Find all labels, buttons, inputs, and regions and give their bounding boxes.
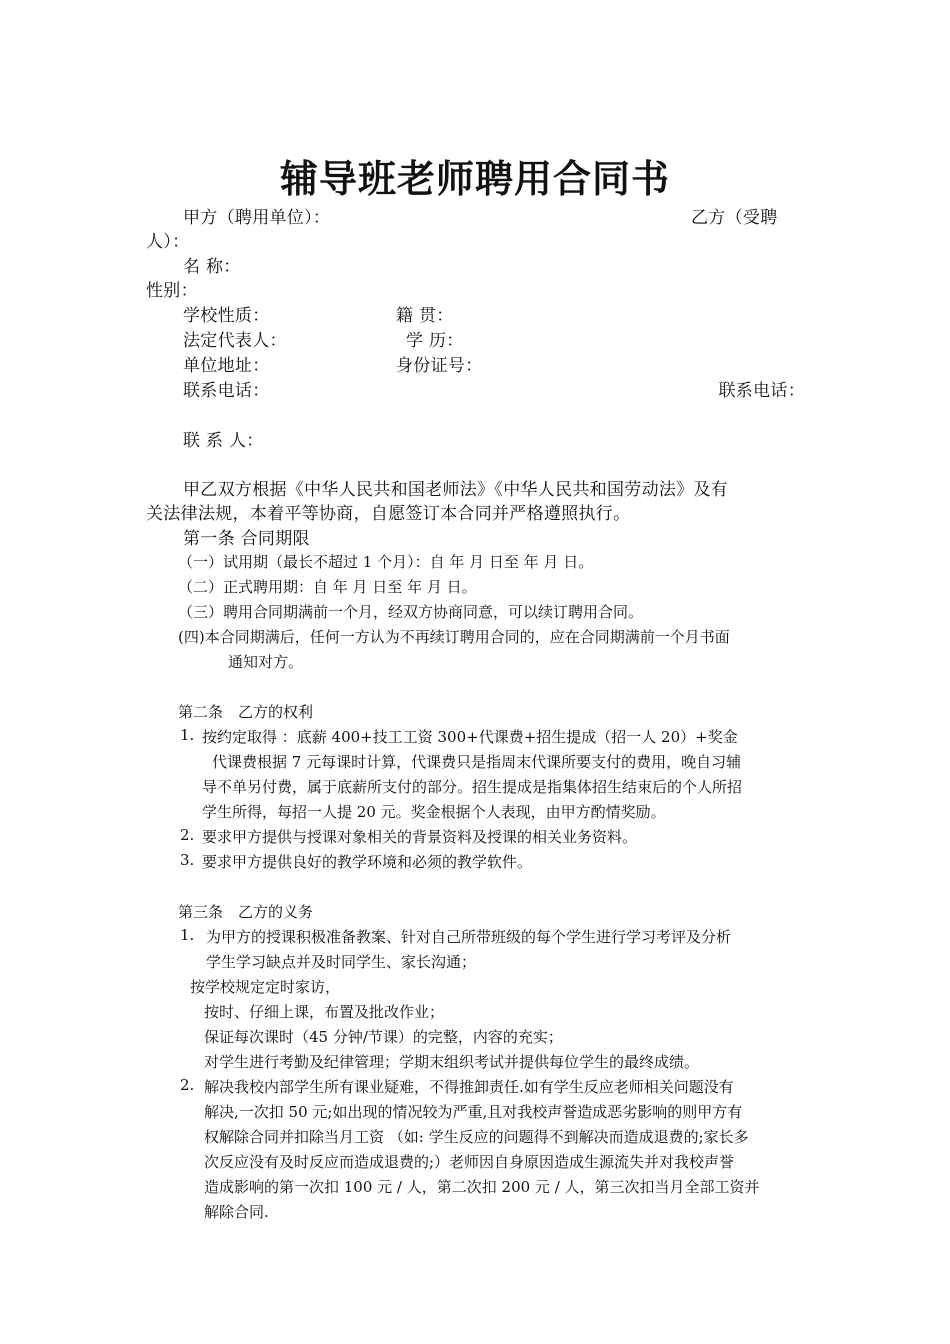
article-2-item-2: 要求甲方提供与授课对象相关的背景资料及授课的相关业务资料。	[202, 828, 638, 846]
id-number-label: 身份证号：	[396, 356, 483, 376]
article-3-item-1-number: 1.	[180, 926, 195, 944]
article-3-item-2-line-4: 次反应没有及时反应而造成退费的;）老师因自身原因造成生源流失并对我校声誉	[204, 1153, 735, 1171]
article-3-item-2-line-6: 解除合同.	[204, 1203, 269, 1221]
phone-a-label: 联系电话：	[183, 381, 270, 401]
address-label: 单位地址：	[183, 356, 270, 376]
article-2-item-3-number: 3.	[180, 851, 195, 869]
article-1-item-4-cont: 通知对方。	[228, 653, 304, 671]
article-1-item-1: （一）试用期（最长不超过 1 个月）：自 年 月 日至 年 月 日。	[178, 553, 594, 571]
contact-label: 联 系 人：	[183, 431, 264, 451]
article-3-item-1-line-2: 学生学习缺点并及时同学生、家长沟通；	[206, 953, 477, 971]
legal-rep-label: 法定代表人：	[183, 331, 287, 351]
article-3-sub-3: 保证每次课时（45 分钟/节课）的完整，内容的充实；	[204, 1028, 563, 1046]
party-b-label-cont: 人）：	[146, 232, 190, 252]
article-1-heading: 第一条 合同期限	[183, 529, 310, 549]
article-1-item-2: （二）正式聘用期：自 年 月 日至 年 月 日。	[178, 578, 477, 596]
article-3-item-2-line-3: 权解除合同并扣除当月工资 （如: 学生反应的问题得不到解决而造成退费的;家长多	[204, 1128, 749, 1146]
article-2-item-3: 要求甲方提供良好的教学环境和必须的教学软件。	[202, 853, 533, 871]
article-1-item-3: （三）聘用合同期满前一个月，经双方协商同意，可以续订聘用合同。	[178, 603, 644, 621]
article-3-heading: 第三条 乙方的义务	[178, 903, 314, 921]
article-1-item-4: (四)本合同期满后，任何一方认为不再续订聘用合同的，应在合同期满前一个月书面	[178, 628, 730, 646]
school-type-label: 学校性质：	[183, 306, 270, 326]
party-a-label: 甲方（聘用单位）：	[183, 208, 331, 228]
article-3-item-2: 解决我校内部学生所有课业疑难，不得推卸责任.如有学生反应老师相关问题没有	[204, 1078, 734, 1096]
native-place-label: 籍 贯：	[396, 306, 454, 326]
party-b-label: 乙方（受聘	[691, 208, 778, 228]
article-2-item-1-line-4: 学生所得，每招一人提 20 元。奖金根据个人表现，由甲方酌情奖励。	[202, 803, 666, 821]
name-label: 名 称：	[183, 257, 241, 277]
article-3-item-2-line-5: 造成影响的第一次扣 100 元 / 人，第二次扣 200 元 / 人，第三次扣当月全部工资并	[204, 1178, 760, 1196]
phone-b-label: 联系电话：	[718, 381, 805, 401]
article-3-sub-1: 按学校规定定时家访，	[190, 978, 341, 996]
article-3-sub-4: 对学生进行考勤及纪律管理；学期末组织考试并提供每位学生的最终成绩。	[204, 1053, 700, 1071]
article-2-item-1: 按约定取得 ：底薪 400+技工工资 300+代课费+招生提成（招一人 20）+奖金	[202, 728, 738, 746]
article-2-item-2-number: 2.	[180, 826, 195, 844]
article-3-item-2-number: 2.	[180, 1076, 195, 1094]
article-3-item-1: 为甲方的授课积极准备教案、针对自己所带班级的每个学生进行学习考评及分析	[206, 928, 732, 946]
education-label: 学 历：	[406, 331, 464, 351]
intro-line-2: 关法律法规，本着平等协商，自愿签订本合同并严格遵照执行。	[146, 504, 631, 524]
article-2-item-1-line-2: 代课费根据 7 元每课时计算，代课费只是指周末代课所要支付的费用，晚自习辅	[212, 753, 742, 771]
document-title: 辅导班老师聘用合同书	[279, 157, 670, 201]
article-3-item-2-line-2: 解决,一次扣 50 元;如出现的情况较为严重,且对我校声誉造成恶劣影响的则甲方有	[204, 1103, 743, 1121]
gender-label: 性别：	[146, 281, 198, 301]
article-2-item-1-line-3: 导不单另付费，属于底薪所支付的部分。招生提成是指集体招生结束后的个人所招	[202, 778, 743, 796]
article-2-item-1-number: 1.	[180, 726, 195, 744]
intro-line-1: 甲乙双方根据《中华人民共和国老师法》《中华人民共和国劳动法》及有	[183, 480, 729, 500]
article-2-heading: 第二条 乙方的权利	[178, 703, 314, 721]
article-3-sub-2: 按时、仔细上课，布置及批改作业；	[204, 1003, 445, 1021]
